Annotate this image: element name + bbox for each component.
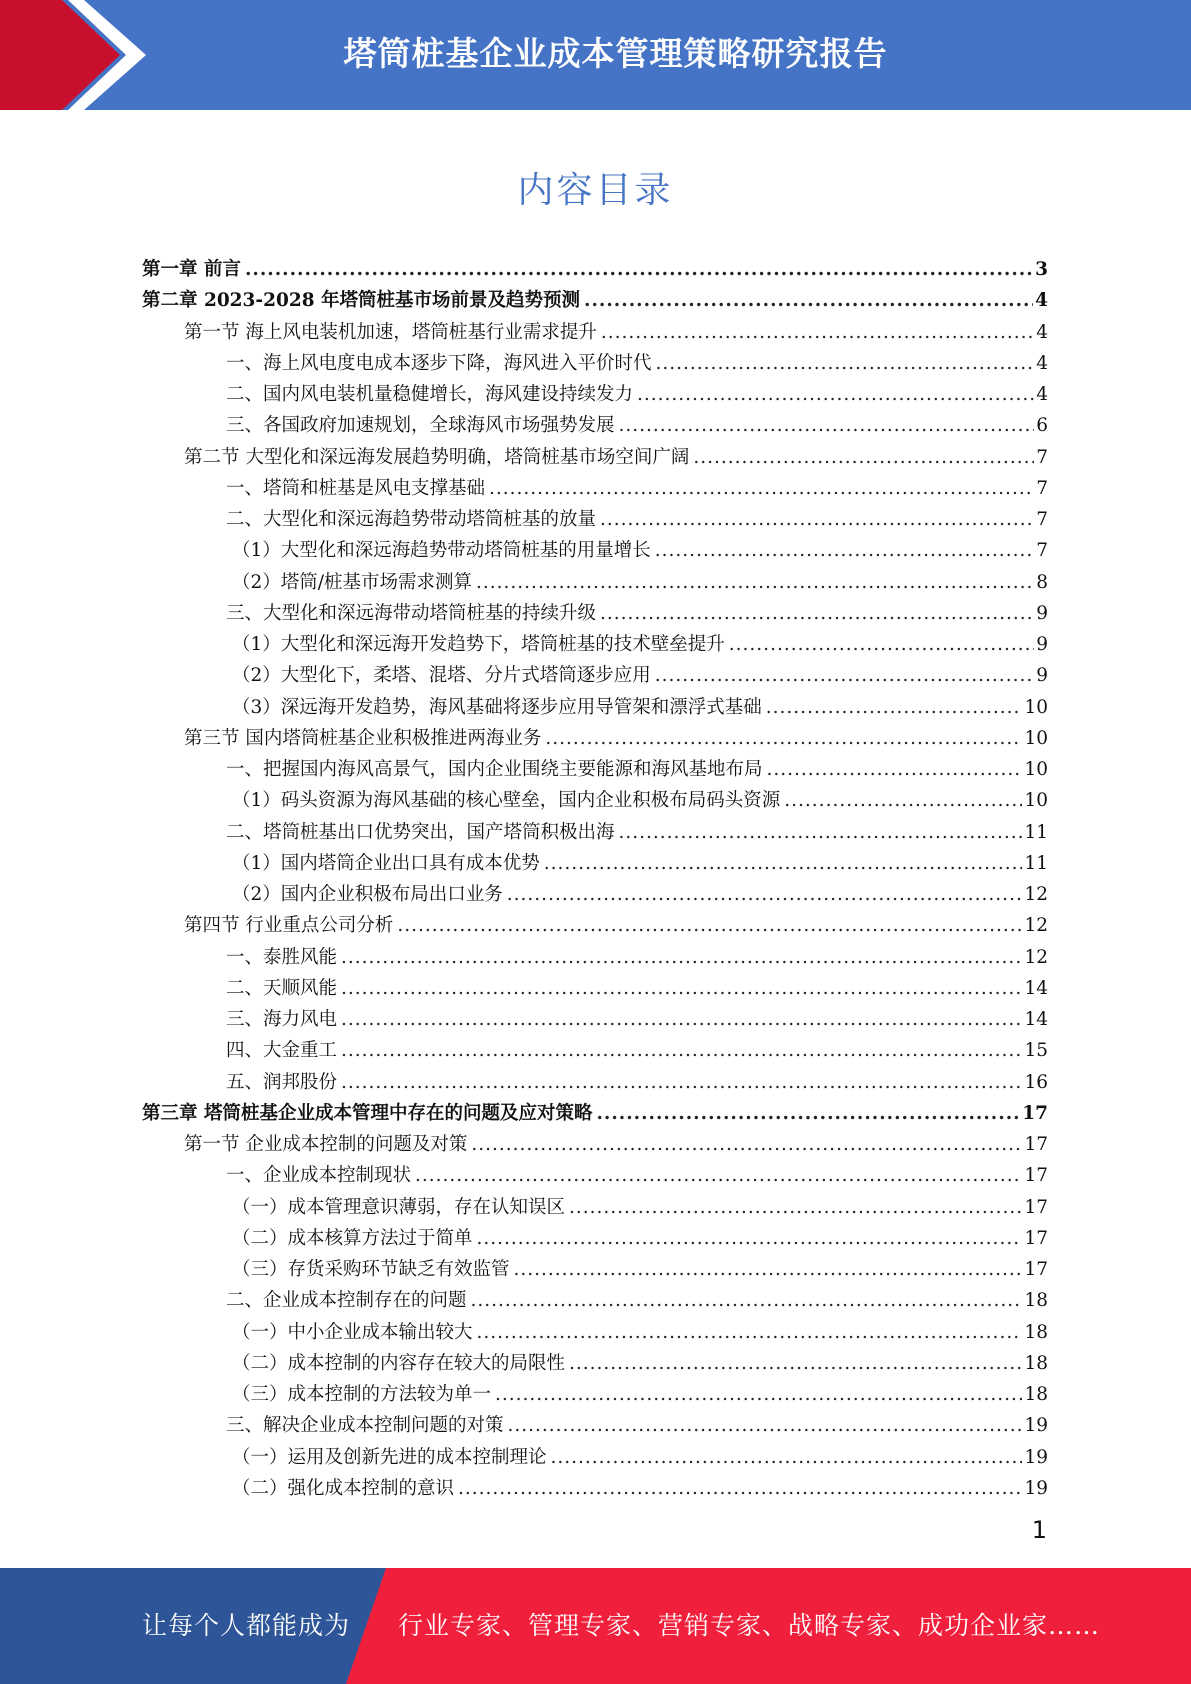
toc-entry-page: 9: [1036, 602, 1048, 624]
toc-entry-title: 第四节 行业重点公司分析: [184, 915, 394, 937]
toc-entry[interactable]: [142, 754, 1048, 785]
toc-dot-leader: [655, 660, 1034, 691]
toc-entry-title: 三、解决企业成本控制问题的对策: [226, 1415, 504, 1437]
toc-entry-page: 7: [1036, 509, 1048, 530]
toc-entry-title: 一、把握国内海风高景气，国内企业围绕主要能源和海风基地布局: [226, 759, 763, 780]
toc-entry[interactable]: [142, 692, 1048, 723]
toc-entry-title: （二）强化成本控制的意识: [232, 1477, 455, 1499]
toc-dot-leader: [415, 1160, 1022, 1191]
toc-entry-page: 10: [1024, 696, 1048, 718]
toc-dot-leader: [767, 754, 1023, 785]
toc-dot-leader: [600, 598, 1034, 629]
toc-entry-title: （二）成本核算方法过于简单: [232, 1227, 473, 1249]
toc-entry-page: 9: [1036, 634, 1048, 655]
toc-entry-page: 7: [1036, 477, 1048, 499]
toc-entry[interactable]: [142, 1410, 1048, 1441]
toc-dot-leader: [477, 1223, 1023, 1254]
toc-entry-title: （2）塔筒/桩基市场需求测算: [232, 571, 473, 593]
toc-entry-title: （一）中小企业成本输出较大: [232, 1321, 473, 1343]
toc-entry-title: （1）码头资源为海风基础的核心壁垒，国内企业积极布局码头资源: [232, 790, 781, 812]
toc-entry-page: 18: [1024, 1321, 1048, 1343]
toc-entry[interactable]: [142, 973, 1048, 1004]
toc-entry-title: （一）成本管理意识薄弱，存在认知误区: [232, 1196, 566, 1218]
page-number: 1: [1031, 1516, 1047, 1544]
toc-entry[interactable]: [142, 348, 1048, 379]
toc-entry-title: （1）大型化和深远海趋势带动塔筒桩基的用量增长: [232, 540, 651, 562]
toc-entry[interactable]: [142, 942, 1048, 973]
footer-slogan-left: 让每个人都能成为: [142, 1611, 351, 1640]
toc-entry[interactable]: [142, 629, 1048, 660]
toc-entry[interactable]: [142, 442, 1048, 473]
toc-dot-leader: [551, 1442, 1023, 1473]
toc-entry-title: 二、天顺风能: [226, 977, 338, 999]
toc-dot-leader: [584, 285, 1033, 316]
toc-entry[interactable]: [142, 785, 1048, 816]
toc-entry-title: 一、塔筒和桩基是风电支撑基础: [226, 477, 486, 499]
toc-dot-leader: [341, 1004, 1022, 1035]
toc-entry[interactable]: [142, 1098, 1048, 1129]
toc-entry[interactable]: [142, 879, 1048, 910]
toc-entry-page: 18: [1024, 1384, 1048, 1405]
toc-dot-leader: [729, 629, 1034, 660]
toc-entry[interactable]: [142, 567, 1048, 598]
toc-entry-title: 五、润邦股份: [226, 1071, 338, 1093]
toc-entry-page: 14: [1024, 1009, 1048, 1030]
toc-entry[interactable]: [142, 1035, 1048, 1066]
toc-entry-title: （三）成本控制的方法较为单一: [232, 1384, 492, 1405]
toc-entry-page: 19: [1024, 1446, 1048, 1468]
toc-entry-page: 12: [1024, 946, 1048, 968]
toc-dot-leader: [507, 879, 1023, 910]
toc-entry-title: 一、泰胜风能: [226, 946, 338, 968]
toc-entry-title: 第一节 海上风电装机加速，塔筒桩基行业需求提升: [184, 321, 597, 343]
toc-entry-page: 17: [1024, 1259, 1048, 1280]
toc-entry[interactable]: [142, 1379, 1048, 1410]
toc-entry[interactable]: [142, 817, 1048, 848]
toc-entry-title: 第二章 2023-2028 年塔筒桩基市场前景及趋势预测: [142, 290, 581, 312]
toc-entry-page: 6: [1036, 415, 1048, 437]
toc-entry[interactable]: [142, 1223, 1048, 1254]
toc-dot-leader: [569, 1348, 1022, 1379]
report-title: 塔筒桩基企业成本管理策略研究报告: [343, 34, 888, 73]
toc-entry-title: （1）大型化和深远海开发趋势下，塔筒桩基的技术壁垒提升: [232, 634, 725, 655]
toc-entry-page: 11: [1024, 821, 1048, 843]
toc-entry[interactable]: [142, 723, 1048, 754]
toc-entry-page: 17: [1024, 1196, 1048, 1218]
toc-dot-leader: [245, 254, 1033, 285]
toc-entry[interactable]: [142, 910, 1048, 941]
toc-entry-page: 4: [1036, 352, 1048, 374]
toc-dot-leader: [397, 910, 1022, 941]
toc-entry-title: （三）存货采购环节缺乏有效监管: [232, 1259, 510, 1280]
toc-entry-page: 15: [1024, 1040, 1048, 1062]
toc-entry-page: 19: [1024, 1477, 1048, 1499]
toc-entry-page: 7: [1036, 446, 1048, 468]
toc-entry-title: 第一节 企业成本控制的问题及对策: [184, 1134, 468, 1155]
footer-band: [0, 1568, 1191, 1684]
toc-entry[interactable]: [142, 1473, 1048, 1504]
toc-entry-page: 17: [1024, 1165, 1048, 1187]
toc-entry[interactable]: [142, 1442, 1048, 1473]
toc-entry-page: 10: [1024, 790, 1048, 812]
toc-entry-title: 第一章 前言: [142, 259, 241, 280]
header-band: [0, 0, 1191, 110]
toc-entry[interactable]: [142, 1004, 1048, 1035]
toc-entry-page: 18: [1024, 1352, 1048, 1374]
toc-entry-title: 四、大金重工: [226, 1040, 338, 1062]
toc-entry-page: 14: [1024, 977, 1048, 999]
toc-dot-leader: [341, 1067, 1022, 1098]
toc-entry-page: 10: [1024, 727, 1048, 749]
toc-entry-title: （3）深远海开发趋势，海风基础将逐步应用导管架和漂浮式基础: [232, 696, 762, 718]
toc-entry-title: 一、海上风电度电成本逐步下降，海风进入平价时代: [226, 352, 652, 374]
toc-entry-page: 7: [1036, 540, 1048, 562]
toc-dot-leader: [495, 1379, 1022, 1410]
toc-dot-leader: [341, 1035, 1022, 1066]
toc-dot-leader: [514, 1254, 1023, 1285]
footer-slogan-right: 行业专家、管理专家、营销专家、战略专家、成功企业家……: [398, 1611, 1101, 1640]
toc-dot-leader: [476, 567, 1034, 598]
toc-entry-title: 一、企业成本控制现状: [226, 1165, 412, 1187]
toc-entry-page: 16: [1024, 1071, 1048, 1093]
toc-entry[interactable]: [142, 1129, 1048, 1160]
toc-entry[interactable]: [142, 1160, 1048, 1191]
toc-entry-title: 三、大型化和深远海带动塔筒桩基的持续升级: [226, 602, 597, 624]
toc-entry-title: 第三章 塔筒桩基企业成本管理中存在的问题及应对策略: [142, 1102, 593, 1124]
toc-entry[interactable]: [142, 473, 1048, 504]
toc-dot-leader: [458, 1473, 1022, 1504]
toc-entry-page: 4: [1036, 321, 1048, 343]
toc-dot-leader: [341, 942, 1022, 973]
toc-entry-page: 19: [1024, 1415, 1048, 1437]
toc-dot-leader: [766, 692, 1023, 723]
toc-entry[interactable]: [142, 254, 1048, 285]
toc-entry-page: 4: [1035, 290, 1048, 312]
toc-entry-title: （2）大型化下，柔塔、混塔、分片式塔筒逐步应用: [232, 665, 651, 687]
toc-dot-leader: [489, 473, 1034, 504]
toc-entry[interactable]: [142, 285, 1048, 316]
toc-dot-leader: [600, 504, 1034, 535]
toc-entry[interactable]: [142, 1317, 1048, 1348]
toc-entry-title: 二、大型化和深远海趋势带动塔筒桩基的放量: [226, 509, 597, 530]
toc-entry[interactable]: [142, 535, 1048, 566]
toc-entry[interactable]: [142, 317, 1048, 348]
toc-entry-title: （2）国内企业积极布局出口业务: [232, 884, 503, 905]
toc-entry[interactable]: [142, 1067, 1048, 1098]
toc-entry-title: （一）运用及创新先进的成本控制理论: [232, 1446, 547, 1468]
toc-entry-title: （1）国内塔筒企业出口具有成本优势: [232, 852, 540, 874]
toc-dot-leader: [601, 317, 1034, 348]
toc-entry-page: 11: [1024, 852, 1048, 874]
toc-title: 内容目录: [517, 170, 674, 211]
toc-entry-page: 8: [1036, 571, 1048, 593]
toc-entry[interactable]: [142, 848, 1048, 879]
toc-entry-title: 二、企业成本控制存在的问题: [226, 1290, 467, 1312]
toc-entry[interactable]: [142, 1348, 1048, 1379]
toc-entry-page: 4: [1036, 384, 1048, 405]
toc-entry-title: （二）成本控制的内容存在较大的局限性: [232, 1352, 566, 1374]
toc-dot-leader: [471, 1129, 1022, 1160]
toc-entry-title: 二、塔筒桩基出口优势突出，国产塔筒积极出海: [226, 821, 615, 843]
toc-list: [142, 254, 1048, 1504]
toc-entry-page: 9: [1036, 665, 1048, 687]
toc-dot-leader: [544, 848, 1023, 879]
toc-dot-leader: [569, 1192, 1022, 1223]
toc-entry[interactable]: [142, 660, 1048, 691]
header-arrow-decoration: [0, 0, 160, 110]
toc-entry-page: 3: [1035, 259, 1048, 280]
toc-entry-page: 12: [1024, 915, 1048, 937]
toc-entry-page: 17: [1022, 1102, 1048, 1124]
toc-entry-page: 17: [1024, 1134, 1048, 1155]
toc-dot-leader: [619, 817, 1023, 848]
toc-dot-leader: [471, 1285, 1023, 1316]
toc-entry-title: 三、各国政府加速规划，全球海风市场强势发展: [226, 415, 615, 437]
toc-entry-page: 17: [1024, 1227, 1048, 1249]
toc-entry[interactable]: [142, 1254, 1048, 1285]
toc-dot-leader: [784, 785, 1022, 816]
toc-entry-page: 12: [1024, 884, 1048, 905]
toc-entry[interactable]: [142, 410, 1048, 441]
toc-entry-title: 第三节 国内塔筒桩基企业积极推进两海业务: [184, 727, 542, 749]
toc-entry-title: 二、国内风电装机量稳健增长，海风建设持续发力: [226, 384, 634, 405]
toc-dot-leader: [656, 348, 1035, 379]
toc-entry[interactable]: [142, 1285, 1048, 1316]
toc-entry-page: 18: [1024, 1290, 1048, 1312]
toc-entry[interactable]: [142, 598, 1048, 629]
toc-dot-leader: [693, 442, 1034, 473]
toc-entry[interactable]: [142, 379, 1048, 410]
toc-entry-page: 10: [1024, 759, 1048, 780]
toc-dot-leader: [637, 379, 1034, 410]
toc-dot-leader: [596, 1098, 1020, 1129]
toc-entry-title: 三、海力风电: [226, 1009, 338, 1030]
toc-dot-leader: [341, 973, 1022, 1004]
toc-dot-leader: [508, 1410, 1023, 1441]
toc-entry[interactable]: [142, 1192, 1048, 1223]
toc-dot-leader: [545, 723, 1022, 754]
toc-dot-leader: [655, 535, 1034, 566]
toc-entry-title: 第二节 大型化和深远海发展趋势明确，塔筒桩基市场空间广阔: [184, 446, 690, 468]
toc-dot-leader: [619, 410, 1035, 441]
toc-entry[interactable]: [142, 504, 1048, 535]
toc-dot-leader: [477, 1317, 1023, 1348]
